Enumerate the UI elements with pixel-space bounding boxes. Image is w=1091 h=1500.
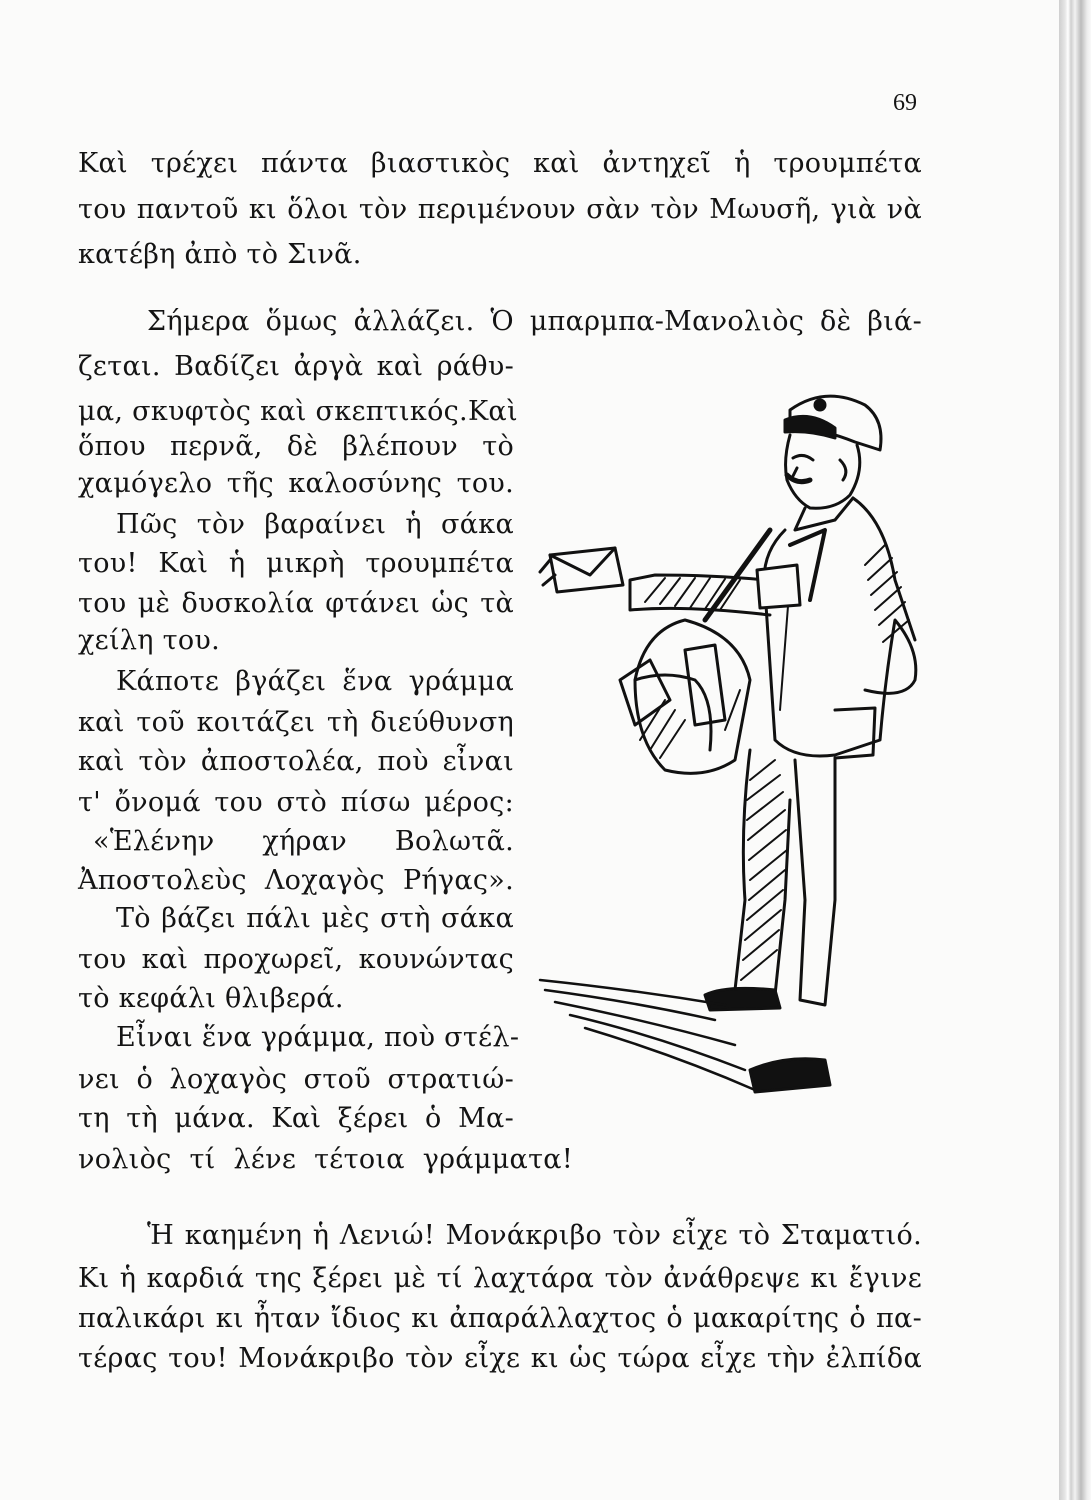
- text-line: Σήμερα ὅμως ἀλλάζει. Ὁ μπαρμπα-Μανολιὸς δὲ βιά-: [147, 306, 922, 337]
- text-line: του! Καὶ ἡ μικρὴ τρουμπέτα: [78, 548, 514, 579]
- text-line: χαμόγελο τῆς καλοσύνης του.: [78, 468, 514, 499]
- text-line: παλικάρι κι ἦταν ἴδιος κι ἀπαράλλαχτος ὁ μακαρίτης ὁ πα-: [78, 1303, 922, 1334]
- text-line: Καὶ τρέχει πάντα βιαστικὸς καὶ ἀντηχεῖ ἡ τρουμπέτα: [78, 148, 922, 179]
- text-line: νει ὁ λοχαγὸς στοῦ στρατιώ-: [78, 1064, 514, 1095]
- text-line: μα, σκυφτὸς καὶ σκεπτικός.Καὶ: [78, 396, 518, 427]
- text-line: καὶ τοῦ κοιτάζει τὴ διεύθυνση: [78, 707, 514, 738]
- page-number: 69: [893, 90, 917, 116]
- text-line: χείλη του.: [78, 625, 220, 656]
- text-line: του μὲ δυσκολία φτάνει ὡς τὰ: [78, 588, 514, 619]
- text-line: Ἀποστολεὺς Λοχαγὸς Ρήγας».: [78, 865, 514, 896]
- text-line: νολιὸς τί λένε τέτοια γράμματα!: [78, 1144, 573, 1175]
- text-line: τη τὴ μάνα. Καὶ ξέρει ὁ Μα-: [78, 1103, 514, 1134]
- text-line: Τὸ βάζει πάλι μὲς στὴ σάκα: [116, 903, 514, 934]
- text-line: τὸ κεφάλι θλιβερά.: [78, 983, 344, 1014]
- text-line: Ἡ καημένη ἡ Λενιώ! Μονάκριβο τὸν εἶχε τὸ Σταματιό.: [147, 1220, 922, 1251]
- text-line: Εἶναι ἕνα γράμμα, ποὺ στέλ-: [116, 1022, 520, 1053]
- text-line: τ' ὄνομά του στὸ πίσω μέρος:: [78, 787, 514, 818]
- book-page-edge: [1059, 0, 1091, 1500]
- text-line: Κάποτε βγάζει ἕνα γράμμα: [116, 666, 514, 697]
- text-line: «Ἑλένην χήραν Βολωτᾶ.: [93, 826, 514, 857]
- text-line: κατέβη ἀπὸ τὸ Σινᾶ.: [78, 239, 362, 270]
- text-line: του καὶ προχωρεῖ, κουνώντας: [78, 944, 514, 975]
- text-line: Κι ἡ καρδιά της ξέρει μὲ τί λαχτάρα τὸν ἀνάθρεψε κι ἔγινε: [78, 1263, 922, 1294]
- text-line: τέρας του! Μονάκριβο τὸν εἶχε κι ὡς τώρα εἶχε τὴν ἐλπίδα: [78, 1343, 922, 1374]
- text-line: ὅπου περνᾶ, δὲ βλέπουν τὸ: [78, 431, 514, 462]
- text-line: καὶ τὸν ἀποστολέα, ποὺ εἶναι: [78, 746, 514, 777]
- text-line: ζεται. Βαδίζει ἀργὰ καὶ ράθυ-: [78, 351, 514, 382]
- text-line: του παντοῦ κι ὅλοι τὸν περιμένουν σὰν τὸν Μωυσῆ, γιὰ νὰ: [78, 194, 922, 225]
- postman-illustration: [535, 380, 935, 1120]
- text-line: Πῶς τὸν βαραίνει ἡ σάκα: [116, 509, 514, 540]
